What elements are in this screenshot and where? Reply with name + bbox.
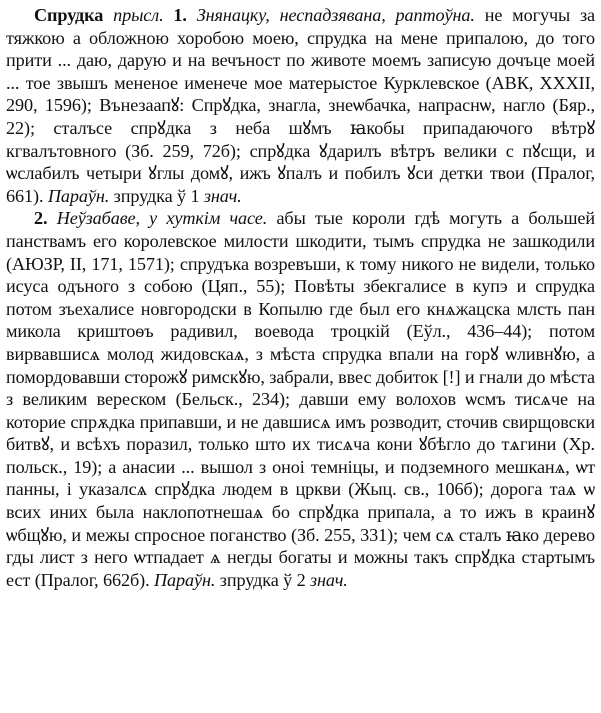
sense-2-number: 2. [34, 208, 48, 229]
part-of-speech: прысл. [113, 5, 164, 25]
sense-1-compare-label: Параўн. [47, 185, 110, 206]
sense-2-compare-ref: зпрудка ў 2 [215, 569, 311, 590]
sense-1-compare-ref: зпрудка ў 1 [109, 185, 204, 206]
sense-1-paragraph [6, 4, 595, 207]
sense-1-gloss: Знянацку, неспадзявана, раптоўна. [196, 5, 475, 25]
sense-1-number: 1. [173, 5, 187, 25]
sense-2-citations: абы тые короли гдѣ могуть а большей панствамъ его королевское милости шкодити, тымъ спрудка не зашкодили (АЮЗР, II, 171, 1571); спрудъка возревъши, к тому никого не видели, только исуса одъного з собою (Цяп., 55); Повѣты збекгалисе в купэ и спрудка потом зъехалисе новгородски в Копылю где был его кнѧжацска млсть пан микола криштоѳъ радивил, воевода троцкій (Еўл., 436–44); потом вирвавшисѧ молод жидовскаѧ, з мѣста спрудка впали на горꙋ ѡливнꙋю, а помордовавши сторожꙋ римскꙋю, забрали, ввес добиток [!] и гнали до мѣста з великим вереском (Бельск., 234); давши ему волохов ѡсмъ тисѧче на которие спрѫдка припавши, и не давшисѧ имъ розводит, сточив свирщовски битвꙋ, и всѣхъ поразил, только што их тисѧча кони ꙋбѣгло до тѧгини (Хр. польск., 19); а анасии ... вышол з оноі темніцы, и подземного мешканѧ, ѡт панны, і указалсѧ спрꙋдка людем в цркви (Жыц. св., 106б); дорога таѧ ѡ всих иних была наклопотнешаѧ бо спрꙋдка припала, а то ижъ в краинꙋ ѡбщꙋю, и межы спросное поганство (Зб. 255, 331); чем сѧ сталъ ꙗко дерево гды лист з него ѡтпадает ѧ негды богаты и можны такъ спрꙋдка стартымъ ест (Пралог, 662б). [6, 208, 595, 590]
sense-2-compare-meaning: знач. [310, 569, 348, 590]
headword: Спрудка [34, 5, 104, 25]
sense-1-compare-meaning: знач. [203, 185, 242, 206]
sense-1-citations: не могучы за тяжкою а обложною хоробою моею, спрудка на мене припалою, до того прити ... даю, дарую и на вечъност по животе моемъ записую дочъце моей ... тое звышъ мененое именече мое матерыстое Курклевское (АВК, XXXII, 290, 1596); Вънезаапꙋ: Спрꙋдка, знагла, знеѡбачка, напраснѡ, нагло (Бяр., 22); сталъсе спрꙋдка з неба шꙋмъ ꙗкобы припадаючого вѣтрꙋ кгвалътовного (Зб. 259, 72б); спрꙋдка ꙋдарилъ вѣтръ велики с пꙋсщи, и ѡслабилъ четыри ꙋглы домꙋ, ижъ ꙋпалъ и побилъ ꙋси детки твои (Пралог, 661). [6, 5, 596, 206]
sense-2-compare-label: Параўн. [153, 569, 216, 590]
sense-2-gloss: Неўзабаве, у хуткім часе. [56, 208, 268, 229]
sense-2-paragraph [6, 207, 595, 591]
